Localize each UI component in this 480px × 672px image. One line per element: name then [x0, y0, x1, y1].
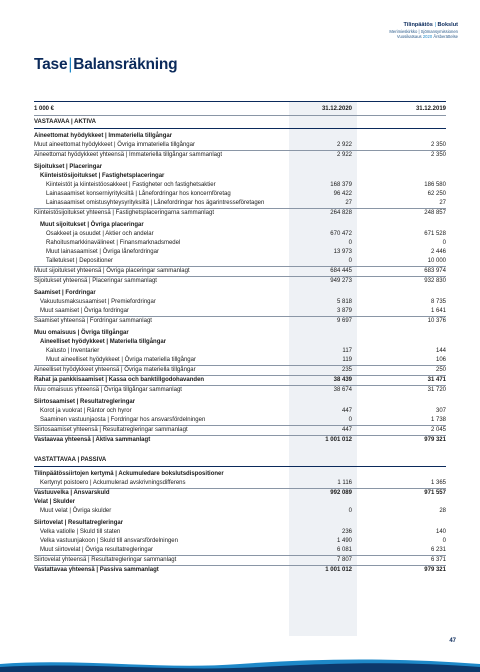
header-sub-sv: Årsberättelse [433, 33, 458, 39]
row-label: Kiinteistösijoitukset yhteensä | Fastighetsplaceringarna sammanlagt [34, 210, 214, 216]
value-2019: 307 [435, 408, 446, 414]
table-row [34, 546, 446, 555]
value-2020: 7 807 [336, 557, 352, 563]
value-2019: 2 446 [430, 249, 446, 255]
table-row [34, 239, 446, 248]
row-label: Muut lainasaamiset | Övriga lånefordringar [46, 249, 159, 255]
value-2020: 96 422 [333, 191, 352, 197]
document-header [389, 22, 458, 39]
row-label: Aineelliset hyödykkeet | Materiella tillgångar [40, 339, 167, 345]
column-header-2019: 31.12.2019 [415, 106, 446, 112]
value-2019: 186 580 [424, 182, 446, 188]
row-label: Velka vatiolle | Skuld till staten [40, 529, 121, 535]
value-2020: 117 [342, 348, 352, 354]
table-row [34, 230, 446, 239]
value-2019: 1 738 [430, 417, 446, 423]
table-row [34, 356, 446, 365]
row-label: Muu omaisuus yhteensä | Övriga tillgångar sammanlagt [34, 387, 182, 393]
unit-label: 1 000 € [34, 106, 55, 112]
table-row [34, 338, 446, 347]
value-2020: 3 879 [336, 308, 352, 314]
row-label: VASTAAVAA | AKTIVA [34, 119, 97, 125]
row-label: VASTATTAVAA | PASSIVA [34, 457, 107, 463]
page-title-sv: Balansräkning [73, 56, 178, 73]
header-subtitle-2 [389, 34, 458, 39]
value-2019: 10 000 [427, 258, 446, 264]
value-2019: 683 974 [424, 268, 446, 274]
value-2020: 235 [341, 367, 352, 373]
row-spacer [34, 445, 446, 454]
header-title [389, 22, 458, 29]
value-2020: 670 472 [330, 231, 352, 237]
value-2020: 13 973 [333, 249, 352, 255]
table-header-row [34, 101, 446, 116]
value-2019: 10 376 [427, 318, 446, 324]
section-heading-row [34, 116, 446, 129]
header-year: 2020 [422, 33, 433, 39]
row-label: Kiinteistösijoitukset | Fastighetsplaceringar [40, 173, 165, 179]
row-label: Muut aineettomat hyödykkeet | Övriga immateriella tillgångar [34, 142, 195, 148]
value-2020: 1 001 012 [325, 437, 352, 443]
row-label: Siirtosaamiset yhteensä | Resultatregleringar sammanlagt [34, 427, 188, 433]
value-2019: 31 471 [427, 377, 446, 383]
value-2019: 979 321 [424, 567, 446, 573]
header-subtitle: Merimieskirkko | Sjömansymissionen [389, 28, 458, 34]
table-row [34, 257, 446, 266]
value-2019: 2 350 [430, 142, 446, 148]
row-label: Kalusto | Inventarier [46, 348, 100, 354]
value-2019: 140 [435, 529, 446, 535]
row-label: Korot ja vuokrat | Räntor och hyror [40, 408, 132, 414]
value-2019: 0 [442, 240, 446, 246]
table-row [34, 407, 446, 416]
row-label: Kiinteistöt ja kiinteistöosakkeet | Fastigheter och fastighetsaktier [46, 182, 216, 188]
value-2019: 932 830 [424, 278, 446, 284]
table-row [34, 479, 446, 488]
subtotal-row [34, 385, 446, 395]
subtotal-row [34, 435, 446, 445]
value-2020: 6 081 [336, 547, 352, 553]
table-row [34, 221, 446, 230]
balance-sheet-table [34, 101, 446, 575]
value-2020: 0 [348, 417, 352, 423]
value-2019: 27 [439, 200, 446, 206]
row-label: Siirtosaamiset | Resultatregleringar [34, 399, 136, 405]
subtotal-row [34, 208, 446, 218]
value-2019: 248 857 [424, 210, 446, 216]
row-label: Osakkeet ja osuudet | Aktier och andelar [46, 231, 154, 237]
row-label: Muut velat | Övriga skulder [40, 508, 112, 514]
row-label: Lainasaamiset konserniyrityksiltä | Lånefordringar hos koncernföretag [46, 191, 231, 197]
page-title-fi: Tase [34, 56, 68, 73]
value-2019: 250 [435, 367, 446, 373]
table-row [34, 537, 446, 546]
table-row [34, 190, 446, 199]
value-2019: 1 365 [430, 480, 446, 486]
value-2020: 447 [341, 408, 352, 414]
value-2020: 38 674 [333, 387, 352, 393]
subtotal-row [34, 150, 446, 160]
value-2020: 0 [348, 508, 352, 514]
table-row [34, 416, 446, 425]
table-row [34, 307, 446, 316]
header-separator: | [434, 22, 436, 28]
value-2019: 28 [439, 508, 446, 514]
row-label: Vastuuvelka | Ansvarskuld [34, 490, 110, 496]
table-row [34, 199, 446, 208]
value-2020: 9 697 [336, 318, 352, 324]
value-2019: 1 641 [430, 308, 446, 314]
subtotal-row [34, 565, 446, 575]
row-label: Sijoitukset | Placeringar [34, 164, 103, 170]
page-title [34, 56, 177, 74]
header-title-fi: Tilinpäätös [403, 22, 433, 28]
subtotal-row [34, 266, 446, 276]
row-label: Muut sijoitukset yhteensä | Övriga placeringar sammanlagt [34, 268, 190, 274]
table-row [34, 507, 446, 516]
row-label: Muut aineelliset hyödykkeet | Övriga materiella tillgångar [46, 357, 196, 363]
value-2020: 38 439 [333, 377, 352, 383]
row-label: Talletukset | Depositioner [46, 258, 113, 264]
subtotal-row [34, 365, 446, 375]
row-label: Aineelliset hyödykkeet yhteensä | Övriga materiella tillgångar [34, 367, 196, 373]
row-label: Vastattavaa yhteensä | Passiva sammanlagt [34, 567, 159, 573]
row-label: Kertynyt poistoero | Ackumulerad avskrivningsdifferens [40, 480, 186, 486]
table-row [34, 181, 446, 190]
value-2020: 1 001 012 [325, 567, 352, 573]
value-2020: 949 273 [330, 278, 352, 284]
row-label: Velka vastuunjakoon | Skuld till ansvarsfördelningen [40, 538, 178, 544]
row-label: Aineettomat hyödykkeet yhteensä | Immateriella tillgångar sammanlagt [34, 152, 222, 158]
value-2019: 6 231 [430, 547, 446, 553]
header-sub-fi: Vuosikatsaus [396, 33, 422, 39]
table-row [34, 329, 446, 338]
value-2020: 1 490 [336, 538, 352, 544]
value-2019: 0 [442, 538, 446, 544]
table-row [34, 347, 446, 356]
row-label: Lainasaamiset omistusyhteysyrityksiltä | Lånefordringar hos ägarintresseföretagen [46, 200, 265, 206]
footer-wave-decoration [0, 656, 480, 672]
table-row [34, 519, 446, 528]
value-2020: 684 445 [330, 268, 352, 274]
value-2019: 8 735 [430, 299, 446, 305]
row-label: Muut saamiset | Övriga fordringar [40, 308, 129, 314]
value-2020: 2 922 [336, 152, 352, 158]
subtotal-row [34, 375, 446, 385]
value-2019: 979 321 [424, 437, 446, 443]
subtotal-row [34, 425, 446, 435]
value-2019: 106 [435, 357, 446, 363]
column-header-2020: 31.12.2020 [321, 106, 352, 112]
row-label: Saaminen vastuunjaosta | Fordringar hos ansvarsfördelningen [40, 417, 206, 423]
row-label: Velat | Skulder [34, 499, 76, 505]
table-row [34, 172, 446, 181]
value-2019: 671 528 [424, 231, 446, 237]
header-title-sv: Bokslut [437, 22, 458, 28]
row-label: Vastaavaa yhteensä | Aktiva sammanlagt [34, 437, 151, 443]
row-label: Rahoitusmarkkinavälineet | Finansmarknadsmedel [46, 240, 181, 246]
value-2020: 0 [348, 240, 352, 246]
subtotal-row [34, 555, 446, 565]
value-2019: 31 720 [427, 387, 446, 393]
value-2020: 5 818 [336, 299, 352, 305]
table-row [34, 398, 446, 407]
value-2019: 2 045 [430, 427, 446, 433]
row-label: Rahat ja pankkisaamiset | Kassa och banktillgodohavanden [34, 377, 205, 383]
value-2020: 27 [345, 200, 352, 206]
value-2020: 2 922 [336, 142, 352, 148]
row-label: Aineettomat hyödykkeet | Immateriella tillgångar [34, 133, 173, 139]
value-2020: 0 [348, 258, 352, 264]
row-label: Sijoitukset yhteensä | Placeringar sammanlagt [34, 278, 157, 284]
row-label: Muut sijoitukset | Övriga placeringar [40, 222, 144, 228]
value-2019: 6 371 [430, 557, 446, 563]
row-label: Tilinpäätössiirtojen kertymä | Ackumuledare bokslutsdispositioner [34, 471, 224, 477]
table-row [34, 289, 446, 298]
subtotal-row [34, 276, 446, 286]
row-label: Siirtovelat | Resultatregleringar [34, 520, 124, 526]
value-2019: 144 [435, 348, 446, 354]
table-row [34, 498, 446, 507]
table-row [34, 470, 446, 479]
value-2020: 264 828 [330, 210, 352, 216]
value-2019: 62 250 [427, 191, 446, 197]
table-row [34, 248, 446, 257]
table-row [34, 528, 446, 537]
value-2020: 236 [341, 529, 352, 535]
value-2019: 2 350 [430, 152, 446, 158]
value-2020: 168 379 [330, 182, 352, 188]
value-2020: 119 [342, 357, 352, 363]
table-row [34, 141, 446, 150]
value-2020: 992 089 [330, 490, 352, 496]
row-label: Siirtovelat yhteensä | Resultatregleringar sammanlagt [34, 557, 177, 563]
table-row [34, 163, 446, 172]
row-label: Saamiset | Fordringar [34, 290, 96, 296]
table-row [34, 298, 446, 307]
table-row [34, 132, 446, 141]
row-label: Vakuutusmaksusaamiset | Premiefordringar [40, 299, 156, 305]
value-2020: 447 [341, 427, 352, 433]
row-label: Muut siirtovelat | Övriga resultatregleringar [40, 547, 153, 553]
page-number: 47 [449, 638, 456, 644]
row-label: Saamiset yhteensä | Fordringar sammanlagt [34, 318, 152, 324]
value-2020: 1 116 [337, 480, 352, 486]
value-2019: 971 557 [424, 490, 446, 496]
section-heading-row [34, 454, 446, 467]
subtotal-row [34, 488, 446, 498]
row-label: Muu omaisuus | Övriga tillgångar [34, 330, 129, 336]
table-body [34, 116, 446, 575]
title-separator: | [68, 56, 73, 73]
subtotal-row [34, 316, 446, 326]
